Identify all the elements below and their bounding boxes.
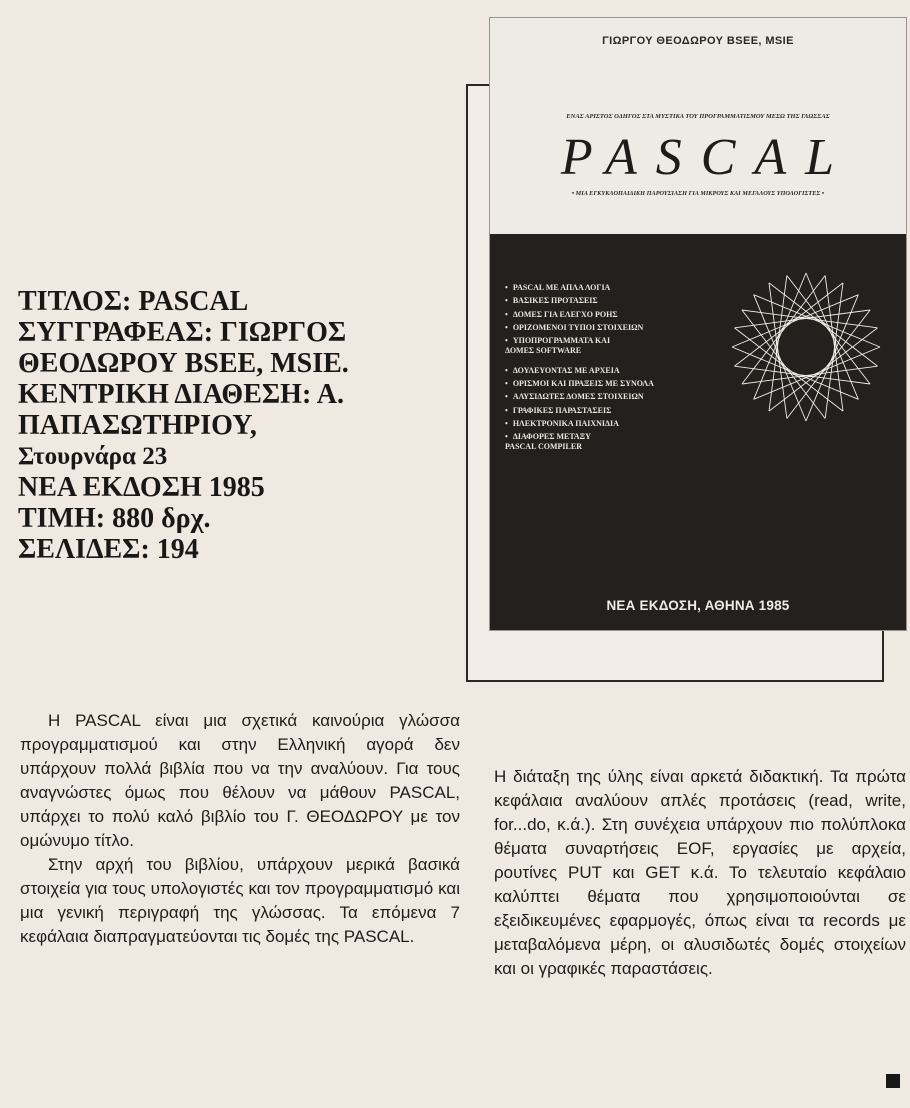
article-paragraph: Η διάταξη της ύλης είναι αρκετά διδακτική. Τα πρώτα κεφάλαια αναλύουν απλές προτάσεις (read, write, for...do, κ.ά.). Στη συνέχεια υπάρχουν πιο πολύπλοκα θέματα συναρτήσεις EOF, εργασίες με αρχεία, ρουτίνες PUT και GET κ.ά. Το τελευταίο κεφάλαιο καλύπτει θέματα που χρησιμοποιούνται σε εξειδικευμένες εφαρμογές, όπως είναι τα records με μεταβαλόμενα μέρη, οι αλυσιδωτές δομές στοιχείων και οι γραφικές παραστάσεις.: [494, 767, 906, 978]
info-title: ΤΙΤΛΟΣ: PASCAL: [18, 286, 249, 317]
info-distributor: ΠΑΠΑΣΩΤΗΡΙΟΥ,: [18, 410, 257, 441]
article-column-left: [20, 709, 460, 949]
book-cover: [489, 17, 907, 631]
info-distribution: ΚΕΝΤΡΙΚΗ ΔΙΑΘΕΣΗ: Α.: [18, 379, 344, 410]
info-author-cont: ΘΕΟΔΩΡΟΥ BSEE, MSIE.: [18, 348, 349, 379]
cover-subtitle: • ΜΙΑ ΕΓΚΥΚΛΟΠΑΙΔΙΚΗ ΠΑΡΟΥΣΙΑΣΗ ΓΙΑ ΜΙΚΡΟΥΣ ΚΑΙ ΜΕΓΑΛΟΥΣ ΥΠΟΛΟΓΙΣΤΕΣ •: [571, 190, 825, 197]
spirograph-line: [735, 310, 871, 328]
article-paragraph: Η PASCAL είναι μια σχετικά καινούρια γλώσσα προγραμματισμού και στην Ελληνική αγορά δεν υπάρχουν πολλά βιβλία που να την αναλύουν. Για τους αναγνώστες όμως που θέλουν να μάθουν PASCAL, υπάρχει το πολύ καλό βιβλίο του Γ. ΘΕΟΔΩΡΟΥ με τον ομώνυμο τίτλο.: [20, 711, 460, 850]
contents-item: • ΟΡΙΣΜΟΙ ΚΑΙ ΠΡΑΞΕΙΣ ΜΕ ΣΥΝΟΛΑ: [505, 379, 705, 389]
info-edition: ΝΕΑ ΕΚΔΟΣΗ 1985: [18, 472, 265, 503]
spirograph-inner-circle: [776, 317, 836, 377]
info-address: Στουρνάρα 23: [18, 443, 168, 470]
spirograph-line: [769, 276, 787, 412]
contents-item: • ΔΟΜΕΣ ΓΙΑ ΕΛΕΓΧΟ ΡΟΗΣ: [505, 310, 705, 320]
article-column-right: [494, 765, 906, 981]
cover-author: ΓΙΩΡΓΟΥ ΘΕΟΔΩΡΟΥ BSEE, MSIE: [602, 35, 794, 47]
spirograph-line: [769, 283, 787, 419]
cover-tagline: ΕΝΑΣ ΑΡΙΣΤΟΣ ΟΔΗΓΟΣ ΣΤΑ ΜΥΣΤΙΚΑ ΤΟΥ ΠΡΟΓΡΑΜΜΑΤΙΣΜΟΥ ΜΕΣΩ ΤΗΣ ΓΛΩΣΣΑΣ: [566, 113, 830, 120]
info-price: ΤΙΜΗ: 880 δρχ.: [18, 503, 211, 534]
info-author: ΣΥΓΓΡΑΦΕΑΣ: ΓΙΩΡΓΟΣ: [18, 317, 347, 348]
contents-item: • ΓΡΑΦΙΚΕΣ ΠΑΡΑΣΤΑΣΕΙΣ: [505, 406, 705, 416]
contents-item: • ΒΑΣΙΚΕΣ ΠΡΟΤΑΣΕΙΣ: [505, 296, 705, 306]
contents-item: • ΟΡΙΖΟΜΕΝΟΙ ΤΥΠΟΙ ΣΤΟΙΧΕΙΩΝ: [505, 323, 705, 333]
contents-item: • ΔΟΥΛΕΥΟΝΤΑΣ ΜΕ ΑΡΧΕΙΑ: [505, 366, 705, 376]
cover-contents: [505, 283, 705, 455]
spirograph-line: [825, 276, 843, 412]
contents-item: • PASCAL ΜΕ ΑΠΛΑ ΛΟΓΙΑ: [505, 283, 705, 293]
contents-item: • ΑΛΥΣΙΔΩΤΕΣ ΔΟΜΕΣ ΣΤΟΙΧΕΙΩΝ: [505, 392, 705, 402]
info-pages: ΣΕΛΙΔΕΣ: 194: [18, 534, 199, 565]
end-mark: [886, 1074, 900, 1088]
contents-item: • ΔΙΑΦΟΡΕΣ ΜΕΤΑΞΥ PASCAL COMPILER: [505, 432, 615, 452]
cover-edition: ΝΕΑ ΕΚΔΟΣΗ, ΑΘΗΝΑ 1985: [606, 598, 790, 613]
article-paragraph: Στην αρχή του βιβλίου, υπάρχουν μερικά βασικά στοιχεία για τους υπολογιστές και τον προγραμματισμό και μια γενική περιγραφή της γλώσσας. Τα επόμενα 7 κεφάλαια διαπραγματεύονται τις δομές της PASCAL.: [20, 855, 460, 946]
spirograph-line: [742, 310, 878, 328]
spirograph-line: [742, 366, 878, 384]
contents-item: • ΗΛΕΚΤΡΟΝΙΚΑ ΠΑΙΧΝΙΔΙΑ: [505, 419, 705, 429]
contents-item: • ΥΠΟΠΡΟΓΡΑΜΜΑΤΑ ΚΑΙ ΔΟΜΕΣ SOFTWARE: [505, 336, 625, 356]
spirograph-line: [735, 366, 871, 384]
spirograph-illustration: [726, 267, 886, 427]
spirograph-line: [825, 283, 843, 419]
book-info: [18, 286, 438, 565]
cover-title: PASCAL: [560, 129, 854, 186]
